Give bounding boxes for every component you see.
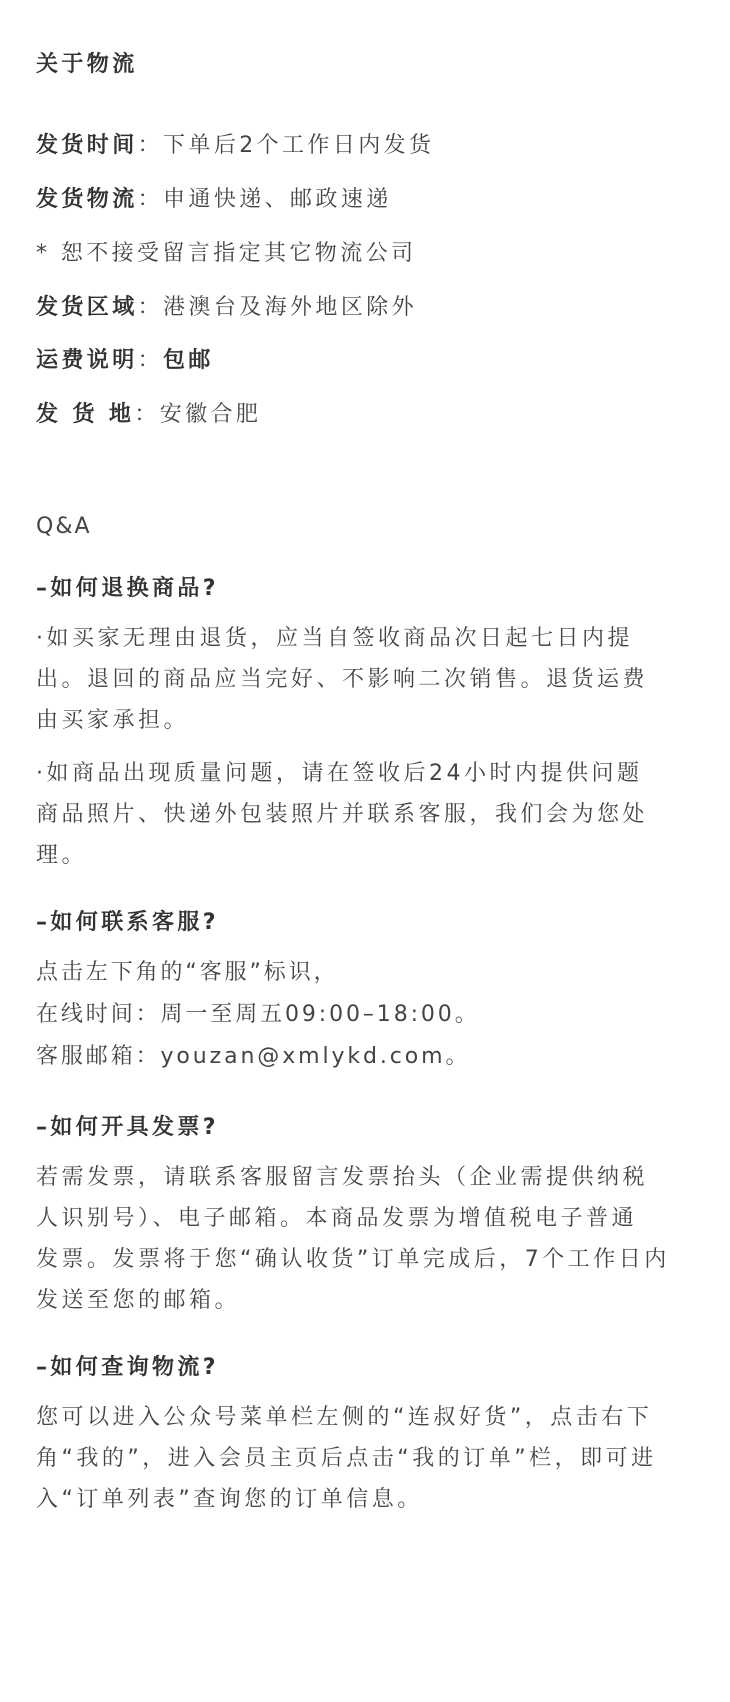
row-value: * 恕不接受留言指定其它物流公司 [36, 241, 417, 266]
answer-line: ·如买家无理由退货，应当自签收商品次日起七日内提 [36, 626, 633, 651]
row-value: 港澳台及海外地区除外 [163, 295, 418, 320]
answer-line: 角“我的”，进入会员主页后点击“我的订单”栏，即可进 [36, 1446, 657, 1471]
answer-line: 人识别号）、电子邮箱。本商品发票为增值税电子普通 [36, 1206, 638, 1231]
qa-title: Q&A [36, 514, 92, 539]
row-value: 包邮 [163, 348, 214, 373]
row-label: 运费说明 [36, 348, 138, 373]
answer-line: 发送至您的邮箱。 [36, 1288, 241, 1313]
row-label: 发货区域 [36, 295, 138, 320]
qa-answer-support [36, 952, 696, 1078]
qa-answer-returns-2 [36, 753, 696, 876]
logistics-row-region [36, 294, 417, 322]
qa-question-support: –如何联系客服? [36, 910, 219, 935]
answer-line: 理。 [36, 843, 88, 868]
row-label: 发货物流 [36, 187, 138, 212]
row-value: 下单后2个工作日内发货 [163, 133, 435, 158]
logistics-row-carrier [36, 186, 392, 214]
support-email: 客服邮箱：youzan@xmlykd.com。 [36, 1044, 471, 1069]
row-separator: ： [137, 348, 164, 373]
qa-answer-returns-1 [36, 618, 696, 741]
qa-question-invoice: –如何开具发票? [36, 1115, 219, 1140]
row-separator: ： [134, 402, 160, 427]
logistics-title: 关于物流 [36, 52, 138, 77]
logistics-row-note [36, 240, 416, 268]
answer-line: 在线时间：周一至周五09:00–18:00。 [36, 1002, 480, 1027]
row-value: 安徽合肥 [159, 402, 262, 427]
row-value: 申通快递、邮政速递 [163, 187, 392, 212]
row-separator: ： [137, 187, 164, 212]
qa-question-tracking: –如何查询物流? [36, 1355, 219, 1380]
answer-line: 出。退回的商品应当完好、不影响二次销售。退货运费 [36, 667, 649, 692]
qa-answer-invoice [36, 1157, 696, 1321]
logistics-row-ship-time [36, 132, 434, 160]
answer-line: 商品照片、快递外包装照片并联系客服，我们会为您处 [36, 802, 649, 827]
answer-line: 由买家承担。 [36, 708, 190, 733]
row-label: 发货时间 [36, 133, 138, 158]
answer-line: 入“订单列表”查询您的订单信息。 [36, 1487, 423, 1512]
row-label: 发 货 地 [36, 402, 135, 427]
answer-line: 发票。发票将于您“确认收货”订单完成后，7个工作日内 [36, 1247, 670, 1272]
answer-line: 您可以进入公众号菜单栏左侧的“连叔好货”，点击右下 [36, 1405, 653, 1430]
answer-line: ·如商品出现质量问题，请在签收后24小时内提供问题 [36, 761, 643, 786]
logistics-row-origin [36, 401, 261, 429]
qa-question-returns: –如何退换商品? [36, 576, 219, 601]
row-separator: ： [137, 133, 164, 158]
row-separator: ： [137, 295, 164, 320]
logistics-row-shipping-fee [36, 347, 214, 375]
answer-line: 点击左下角的“客服”标识， [36, 960, 339, 985]
answer-line: 若需发票，请联系客服留言发票抬头（企业需提供纳税 [36, 1165, 649, 1190]
qa-answer-tracking [36, 1397, 696, 1520]
